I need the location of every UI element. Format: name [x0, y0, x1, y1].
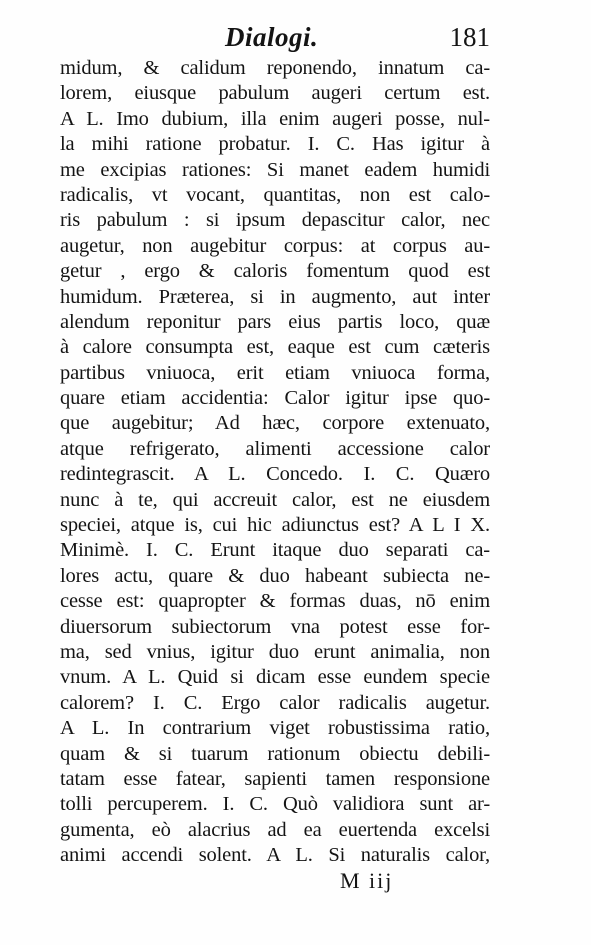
- text-line: alendum reponitur pars eius partis loco, quæ: [60, 310, 490, 333]
- text-line: animi accendi solent. A L. Si naturalis calor,: [60, 844, 490, 867]
- text-line: gumenta, eò alacrius ad ea euertenda excelsi: [60, 818, 490, 841]
- text-line: speciei, atque is, cui hic adiunctus est? A L I X.: [60, 514, 490, 537]
- text-line: lorem, eiusque pabulum augeri certum est.: [60, 82, 490, 105]
- text-line: ris pabulum : si ipsum depascitur calor, nec: [60, 209, 490, 232]
- text-line: partibus vniuoca, erit etiam vniuoca forma,: [60, 361, 490, 384]
- text-line: tatam esse fatear, sapienti tamen responsione: [60, 767, 490, 790]
- text-line: augetur, non augebitur corpus: at corpus au-: [60, 234, 490, 257]
- text-line: A L. In contrarium viget robustissima ratio,: [60, 717, 490, 740]
- text-line: atque refrigerato, alimenti accessione calor: [60, 437, 490, 460]
- text-line: quare etiam accidentia: Calor igitur ipse quo-: [60, 387, 490, 410]
- text-line: me excipias rationes: Si manet eadem humidi: [60, 158, 490, 181]
- text-line: tolli percuperem. I. C. Quò validiora sunt ar-: [60, 793, 490, 816]
- text-line: Minimè. I. C. Erunt itaque duo separati ca-: [60, 539, 490, 562]
- text-line: humidum. Præterea, si in augmento, aut inter: [60, 285, 490, 308]
- text-line: vnum. A L. Quid si dicam esse eundem specie: [60, 666, 490, 689]
- text-line: quam & si tuarum rationum obiectu debili-: [60, 742, 490, 765]
- text-line: ma, sed vnius, igitur duo erunt animalia, non: [60, 640, 490, 663]
- page-header: [60, 22, 490, 56]
- text-line: radicalis, vt vocant, quantitas, non est calo-: [60, 183, 490, 206]
- text-line: A L. Imo dubium, illa enim augeri posse, nul-: [60, 107, 490, 130]
- body-text: [60, 56, 490, 869]
- running-title: Dialogi.: [225, 22, 319, 52]
- text-line: la mihi ratione probatur. I. C. Has igitur à: [60, 133, 490, 156]
- text-line: redintegrascit. A L. Concedo. I. C. Quæro: [60, 463, 490, 486]
- text-line: cesse est: quapropter & formas duas, nō enim: [60, 590, 490, 613]
- signature-mark: M iij: [340, 868, 394, 893]
- text-line: calorem? I. C. Ergo calor radicalis augetur.: [60, 691, 490, 714]
- text-line: nunc à te, qui accreuit calor, est ne eiusdem: [60, 488, 490, 511]
- text-line: lores actu, quare & duo habeant subiecta ne-: [60, 564, 490, 587]
- text-line: getur , ergo & caloris fomentum quod est: [60, 260, 490, 283]
- text-line: que augebitur; Ad hæc, corpore extenuato,: [60, 412, 490, 435]
- page-number: 181: [449, 22, 490, 52]
- text-line: diuersorum subiectorum vna potest esse for-: [60, 615, 490, 638]
- text-line: à calore consumpta est, eaque est cum cæteris: [60, 336, 490, 359]
- text-line: midum, & calidum reponendo, innatum ca-: [60, 57, 490, 79]
